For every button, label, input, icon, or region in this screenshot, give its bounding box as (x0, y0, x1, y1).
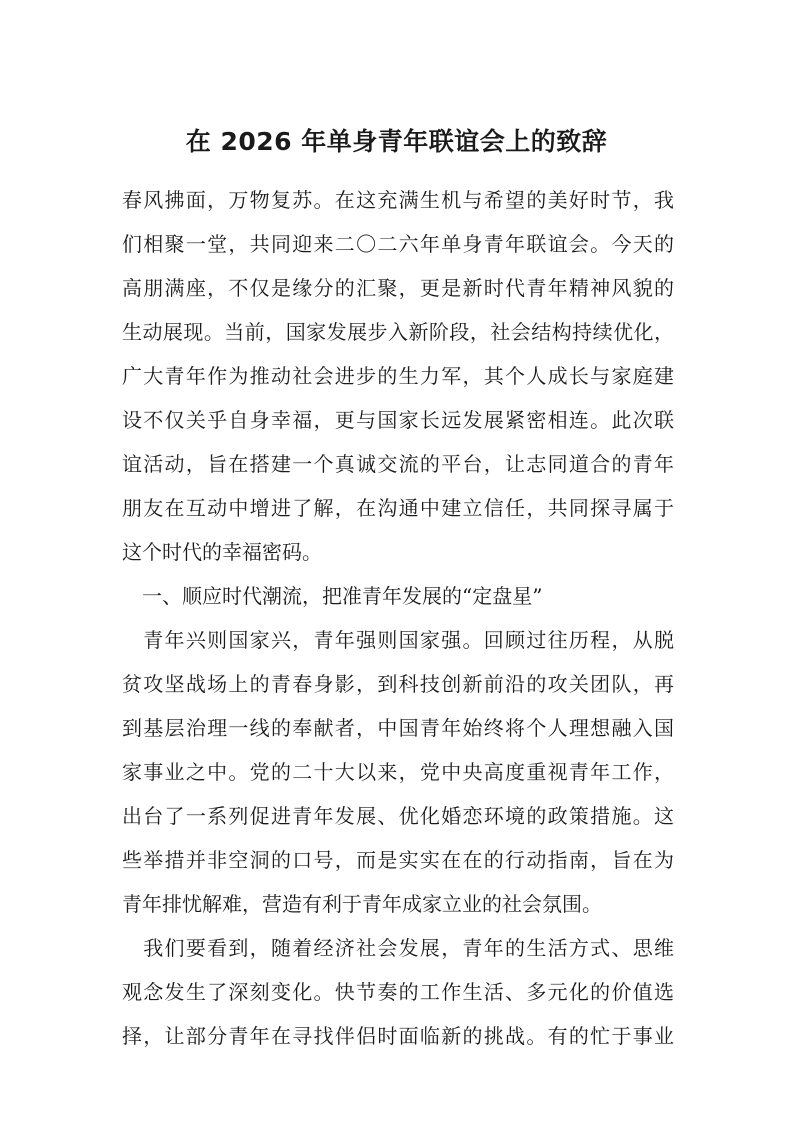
text-line: 高朋满座，不仅是缘分的汇聚，更是新时代青年精神风貌的 (122, 276, 674, 300)
text-line: 观念发生了深刻变化。快节奏的工作生活、多元化的价值选 (122, 980, 674, 1004)
text-line: 朋友在互动中增进了解，在沟通中建立信任，共同探寻属于 (122, 496, 674, 520)
section-heading: 一、顺应时代潮流，把准青年发展的“定盘星” (122, 584, 543, 608)
page-title: 在 2026 年单身青年联谊会上的致辞 (185, 127, 608, 156)
text-line: 贫攻坚战场上的青春身影，到科技创新前沿的攻关团队，再 (122, 672, 674, 696)
text-line: 家事业之中。党的二十大以来，党中央高度重视青年工作， (122, 760, 674, 784)
text-line: 到基层治理一线的奉献者，中国青年始终将个人理想融入国 (122, 716, 674, 740)
text-line: 这个时代的幸福密码。 (122, 540, 322, 564)
text-line: 广大青年作为推动社会进步的生力军，其个人成长与家庭建 (122, 364, 674, 388)
text-line: 出台了一系列促进青年发展、优化婚恋环境的政策措施。这 (122, 804, 674, 828)
text-line: 青年排忧解难，营造有利于青年成家立业的社会氛围。 (122, 892, 602, 916)
text-line: 我们要看到，随着经济社会发展，青年的生活方式、思维 (122, 936, 674, 960)
text-line: 生动展现。当前，国家发展步入新阶段，社会结构持续优化， (122, 320, 674, 344)
text-line: 青年兴则国家兴，青年强则国家强。回顾过往历程，从脱 (122, 628, 674, 652)
text-line: 些举措并非空洞的口号，而是实实在在的行动指南，旨在为 (122, 848, 674, 872)
text-line: 设不仅关乎自身幸福，更与国家长远发展紧密相连。此次联 (122, 408, 674, 432)
text-line: 春风拂面，万物复苏。在这充满生机与希望的美好时节，我 (122, 188, 674, 212)
text-line: 们相聚一堂，共同迎来二〇二六年单身青年联谊会。今天的 (122, 232, 674, 256)
text-line: 择，让部分青年在寻找伴侣时面临新的挑战。有的忙于事业 (122, 1024, 674, 1048)
text-line: 谊活动，旨在搭建一个真诚交流的平台，让志同道合的青年 (122, 452, 674, 476)
